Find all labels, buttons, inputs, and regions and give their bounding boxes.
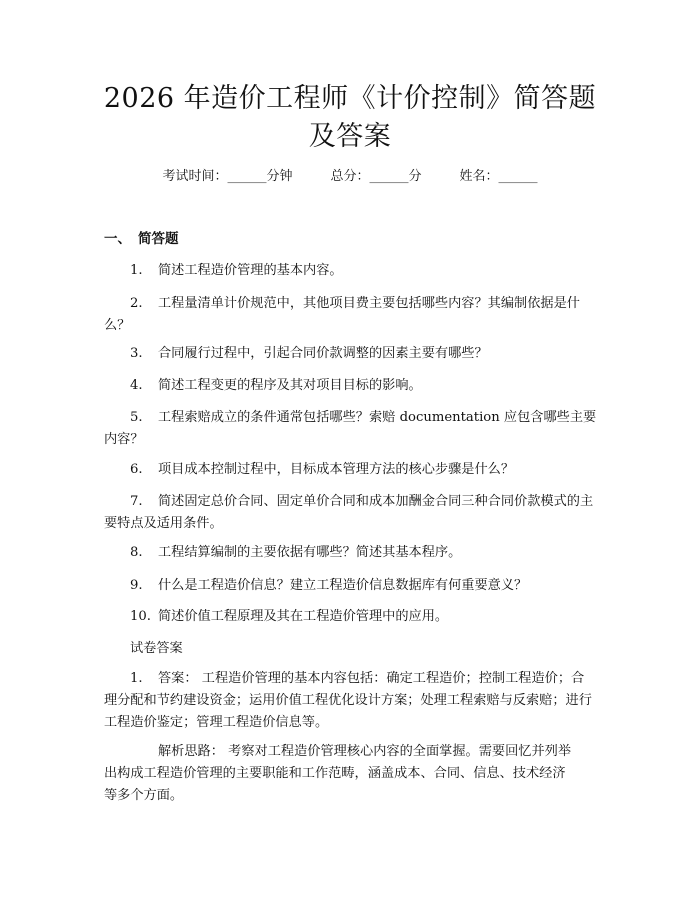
question-text: 工程索赔成立的条件通常包括哪些？索赔 documentation 应包含哪些主要内容？ <box>104 410 597 447</box>
question-text: 简述工程造价管理的基本内容。 <box>158 263 343 278</box>
question-text: 合同履行过程中，引起合同价款调整的因素主要有哪些？ <box>158 346 488 361</box>
section-number: 一、 <box>104 231 131 247</box>
section-heading <box>104 230 179 248</box>
question-number: 4. <box>130 378 143 393</box>
exam-meta <box>0 168 700 186</box>
section-title: 简答题 <box>138 231 179 247</box>
question-item <box>104 343 598 365</box>
question-text: 项目成本控制过程中，目标成本管理方法的核心步骤是什么？ <box>158 462 515 477</box>
question-number: 2. <box>130 296 143 311</box>
question-text: 工程量清单计价规范中，其他项目费主要包括哪些内容？其编制依据是什么？ <box>104 296 580 333</box>
question-item <box>104 293 598 337</box>
question-item <box>104 542 598 564</box>
question-number: 8. <box>130 545 143 560</box>
total-score-label: 总分：______分 <box>330 169 422 184</box>
answer-number: 1. <box>130 671 143 686</box>
page-title: 2026 年造价工程师《计价控制》简答题及答案 <box>103 83 597 152</box>
question-item <box>104 575 598 597</box>
question-item <box>104 375 598 397</box>
answer-analysis <box>104 741 574 807</box>
exam-time-label: 考试时间：______分钟 <box>162 169 293 184</box>
question-number: 7. <box>130 494 143 509</box>
question-number: 6. <box>130 462 143 477</box>
question-number: 1. <box>130 263 143 278</box>
analysis-text: 解析思路： 考察对工程造价管理核心内容的全面掌握。需要回忆并列举出构成工程造价管理的主要职能和工作范畴，涵盖成本、合同、信息、技术经济等多个方面。 <box>104 744 572 803</box>
question-text: 简述固定总价合同、固定单价合同和成本加酬金合同三种合同价款模式的主要特点及适用条件。 <box>104 494 594 531</box>
question-text: 简述工程变更的程序及其对项目目标的影响。 <box>158 378 422 393</box>
question-number: 10. <box>130 609 151 624</box>
answers-heading: 试卷答案 <box>130 641 183 656</box>
answer-item <box>104 668 596 734</box>
answer-text: 答案： 工程造价管理的基本内容包括：确定工程造价；控制工程造价；合理分配和节约建设资金；运用价值工程优化设计方案；处理工程索赔与反索赔；进行工程造价鉴定；管理工程造价信息等。 <box>104 671 592 730</box>
question-item <box>104 491 598 535</box>
name-label: 姓名：______ <box>459 169 538 184</box>
question-text: 什么是工程造价信息？建立工程造价信息数据库有何重要意义？ <box>158 578 528 593</box>
question-number: 9. <box>130 578 143 593</box>
question-item <box>104 407 598 451</box>
question-item <box>104 459 598 481</box>
question-item <box>104 606 598 628</box>
question-number: 5. <box>130 410 143 425</box>
question-item <box>104 260 598 282</box>
question-number: 3. <box>130 346 143 361</box>
question-text: 工程结算编制的主要依据有哪些？简述其基本程序。 <box>158 545 462 560</box>
question-text: 简述价值工程原理及其在工程造价管理中的应用。 <box>158 609 449 624</box>
